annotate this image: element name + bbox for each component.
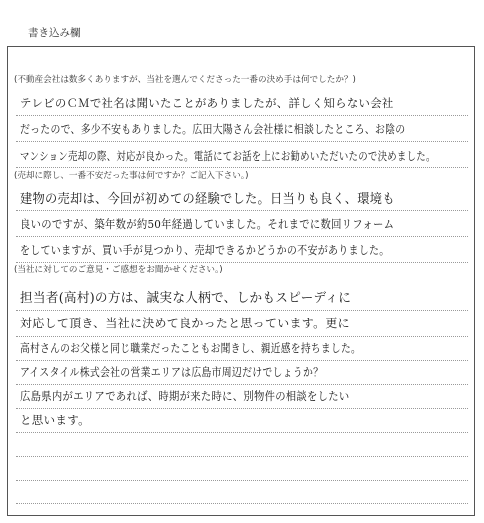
ruled-line [16, 384, 468, 385]
ruled-line [16, 167, 468, 168]
form-title: 書き込み欄 [28, 27, 81, 39]
ruled-line [16, 210, 468, 211]
answer-line: だったので、多少不安もありました。広田大陽さん会社様に相談したところ、お陰の [20, 122, 406, 136]
ruled-line [16, 503, 468, 504]
comment-frame [7, 46, 475, 516]
answer-line: 良いのですが、築年数が約50年経過していました。それまでに数回リフォーム [20, 217, 395, 231]
answer-line: 広島県内がエリアであれば、時期が来た時に、別物件の相談をしたい [20, 389, 350, 403]
answer-line: アイスタイル株式会社の営業エリアは広島市周辺だけでしょうか？ [20, 365, 324, 379]
question-1: (不動産会社は数多くありますが、当社を選んでくださった一番の決め手は何でしたか？) [14, 75, 356, 85]
question-2: (売却に際し、一番不安だった事は何ですか？ご記入下さい。) [14, 171, 249, 181]
ruled-line [16, 310, 468, 311]
ruled-line [16, 432, 468, 433]
answer-line: 対応して頂き、当社に決めて良かったと思っています。更に [20, 316, 350, 330]
answer-line: 建物の売却は、今回が初めての経験でした。日当りも良く、環境も [20, 192, 395, 207]
ruled-line [16, 360, 468, 361]
answer-line: をしていますが、買い手が見つかり、売却できるかどうかの不安がありました。 [20, 243, 390, 257]
ruled-line [16, 141, 468, 142]
ruled-line [16, 480, 468, 481]
answer-line: 高村さんのお父様と同じ職業だったこともお聞きし、親近感を持ちました。 [20, 341, 362, 355]
answer-line: 担当者(高村)の方は、誠実な人柄で、しかもスピーディに [20, 291, 352, 306]
ruled-line [16, 115, 468, 116]
answer-line: マンション売却の際、対応が良かった。電話にてお話を上にお勧めいただいたので決めました。 [20, 149, 436, 163]
ruled-line [16, 236, 468, 237]
answer-line: テレビのＣＭで社名は聞いたことがありましたが、詳しく知らない会社 [20, 96, 394, 110]
question-3: (当社に対してのご意見・ご感想をお聞かせください。) [14, 265, 223, 275]
ruled-line [16, 336, 468, 337]
ruled-line [16, 408, 468, 409]
answer-line: と思います。 [20, 413, 90, 427]
ruled-line [16, 456, 468, 457]
